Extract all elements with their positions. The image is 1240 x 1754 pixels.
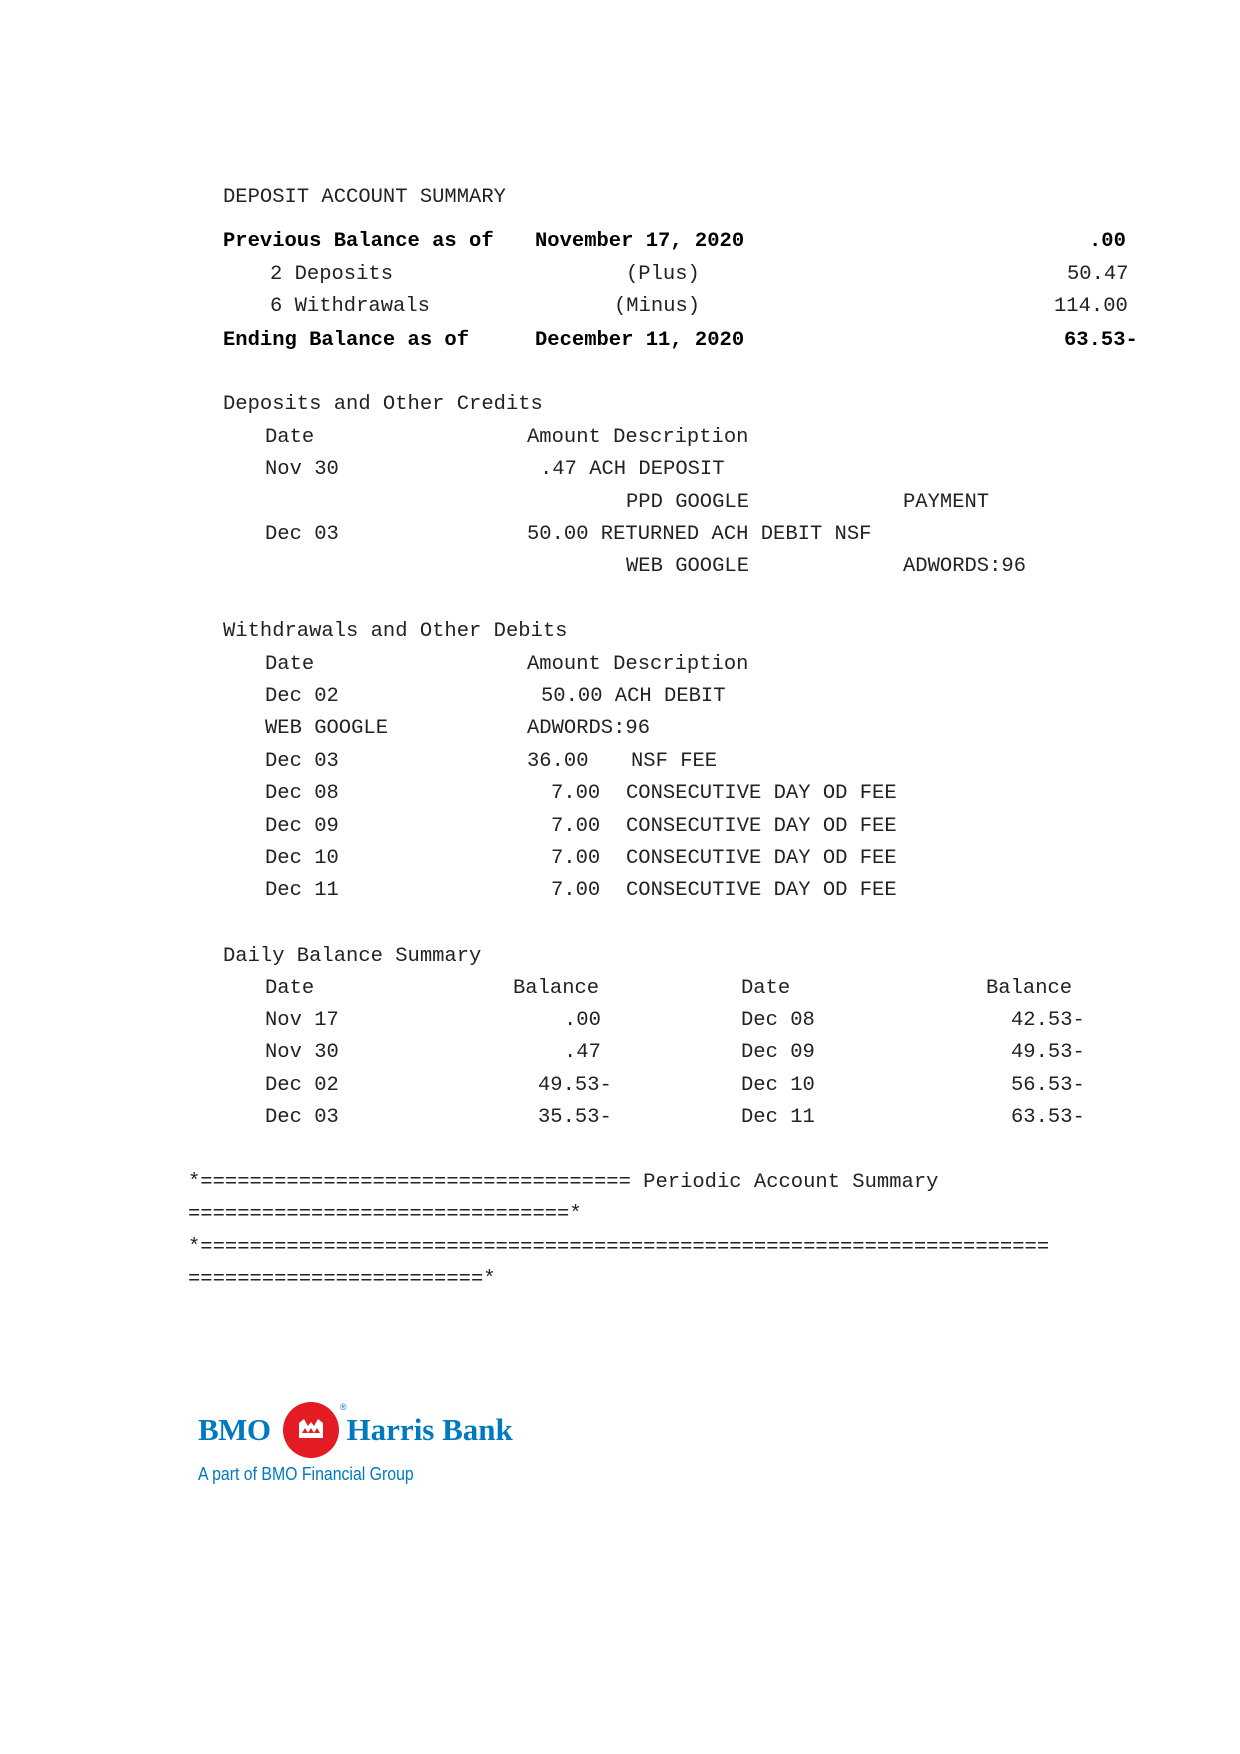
withdrawal-amount: 7.00	[551, 815, 601, 838]
withdrawal-date: Dec 11	[265, 879, 339, 902]
deposits-col-amount-desc: Amount Description	[527, 426, 749, 449]
withdrawal-date: Dec 08	[265, 782, 339, 805]
deposit-subline: WEB GOOGLE	[626, 555, 750, 578]
deposit-subline-right: PAYMENT	[903, 491, 990, 514]
logo-tagline: A part of BMO Financial Group	[198, 1464, 414, 1484]
daily-col-date-right: Date	[741, 977, 791, 1000]
daily-date: Dec 10	[741, 1074, 815, 1097]
withdrawal-subline-left: WEB GOOGLE	[265, 717, 389, 740]
withdrawal-desc: CONSECUTIVE DAY OD FEE	[626, 782, 897, 805]
withdrawal-subline-right: ADWORDS:96	[527, 717, 651, 740]
daily-date: Dec 03	[265, 1106, 339, 1129]
daily-balance: 42.53-	[1011, 1009, 1085, 1032]
bmo-roundel-icon	[283, 1402, 347, 1458]
daily-balance: 49.53-	[538, 1074, 612, 1097]
daily-col-date: Date	[265, 977, 315, 1000]
ending-balance-label: Ending Balance as of	[223, 329, 470, 352]
ending-balance-date: December 11, 2020	[535, 329, 745, 352]
previous-balance-amount: .00	[1089, 230, 1126, 253]
deposit-line: .47 ACH DEPOSIT	[540, 458, 725, 481]
withdrawal-amount: 7.00	[551, 782, 601, 805]
deposits-sign: (Plus)	[626, 263, 700, 286]
withdrawal-amount: 7.00	[551, 847, 601, 870]
daily-balance: 49.53-	[1011, 1041, 1085, 1064]
deposits-total: 50.47	[1067, 263, 1129, 286]
withdrawal-date: Dec 03	[265, 750, 339, 773]
daily-balance: 63.53-	[1011, 1106, 1085, 1129]
daily-col-balance-right: Balance	[986, 977, 1073, 1000]
withdrawal-date: Dec 02	[265, 685, 339, 708]
withdrawals-total: 114.00	[1054, 295, 1128, 318]
daily-date: Nov 30	[265, 1041, 339, 1064]
deposit-date: Nov 30	[265, 458, 339, 481]
deposits-section-title: Deposits and Other Credits	[223, 393, 543, 416]
deposit-subline-right: ADWORDS:96	[903, 555, 1027, 578]
periodic-summary-line: *=====================================================================	[188, 1236, 1050, 1259]
previous-balance-label: Previous Balance as of	[223, 230, 494, 253]
deposits-count-label: 2 Deposits	[270, 263, 394, 286]
daily-date: Nov 17	[265, 1009, 339, 1032]
withdrawals-col-date: Date	[265, 653, 315, 676]
deposit-subline: PPD GOOGLE	[626, 491, 750, 514]
withdrawal-date: Dec 10	[265, 847, 339, 870]
periodic-summary-line: ========================*	[188, 1268, 496, 1291]
withdrawal-amount: 36.00	[527, 750, 589, 773]
withdrawal-desc: CONSECUTIVE DAY OD FEE	[626, 879, 897, 902]
withdrawal-date: Dec 09	[265, 815, 339, 838]
withdrawal-line: 50.00 ACH DEBIT	[541, 685, 726, 708]
daily-balance: .47	[564, 1041, 601, 1064]
daily-col-balance: Balance	[513, 977, 600, 1000]
daily-balance: .00	[564, 1009, 601, 1032]
ending-balance-amount: 63.53-	[1064, 329, 1138, 352]
daily-date: Dec 09	[741, 1041, 815, 1064]
previous-balance-date: November 17, 2020	[535, 230, 745, 253]
daily-balance: 35.53-	[538, 1106, 612, 1129]
withdrawal-desc: CONSECUTIVE DAY OD FEE	[626, 847, 897, 870]
registered-mark: ®	[339, 1402, 347, 1412]
deposit-date: Dec 03	[265, 523, 339, 546]
daily-date: Dec 11	[741, 1106, 815, 1129]
withdrawal-desc: CONSECUTIVE DAY OD FEE	[626, 815, 897, 838]
deposit-line: 50.00 RETURNED ACH DEBIT NSF	[527, 523, 872, 546]
withdrawals-col-amount-desc: Amount Description	[527, 653, 749, 676]
daily-date: Dec 08	[741, 1009, 815, 1032]
daily-section-title: Daily Balance Summary	[223, 945, 482, 968]
summary-title: DEPOSIT ACCOUNT SUMMARY	[223, 186, 506, 209]
daily-balance: 56.53-	[1011, 1074, 1085, 1097]
periodic-summary-line: *=================================== Periodic Account Summary	[188, 1171, 939, 1194]
periodic-summary-line: ===============================*	[188, 1203, 582, 1226]
withdrawals-section-title: Withdrawals and Other Debits	[223, 620, 568, 643]
daily-date: Dec 02	[265, 1074, 339, 1097]
deposits-col-date: Date	[265, 426, 315, 449]
bmo-harris-logo	[198, 1398, 513, 1462]
logo-bmo-text: BMO	[198, 1412, 271, 1447]
withdrawal-desc: NSF FEE	[631, 750, 718, 773]
logo-harris-bank-text: Harris Bank	[346, 1412, 513, 1447]
withdrawal-amount: 7.00	[551, 879, 601, 902]
withdrawals-count-label: 6 Withdrawals	[270, 295, 430, 318]
withdrawals-sign: (Minus)	[614, 295, 701, 318]
